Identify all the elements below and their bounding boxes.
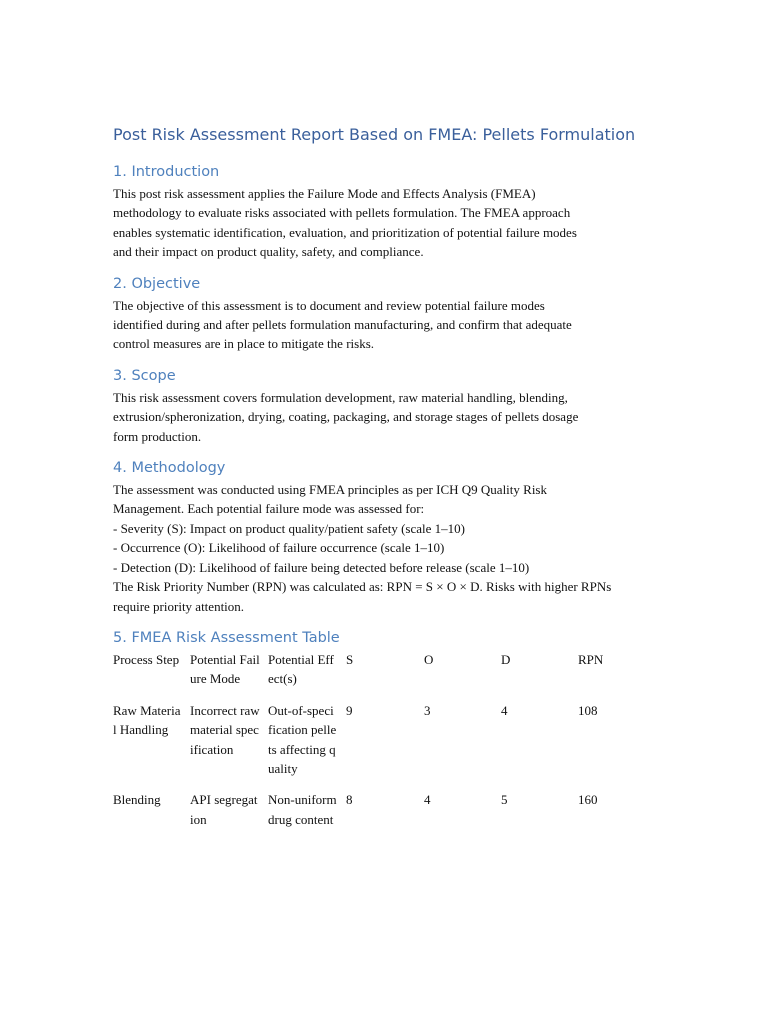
table-row (113, 701, 658, 791)
header-rpn: RPN (578, 651, 604, 667)
cell-failure-mode: API segregation (190, 792, 258, 827)
header-process-step: Process Step (113, 651, 180, 667)
table-row (113, 790, 658, 841)
fmea-risk-table (113, 650, 658, 841)
paragraph-line: identified during and after pellets formulation manufacturing, and confirm that adequate (113, 317, 572, 333)
header-effects: Potential Effect(s) (268, 651, 334, 687)
paragraph-line: The objective of this assessment is to document and review potential failure modes (113, 297, 545, 313)
paragraph-line: This post risk assessment applies the Failure Mode and Effects Analysis (FMEA) (113, 186, 536, 201)
cell-occurrence: 4 (424, 792, 431, 808)
section-heading: 1. Introduction (113, 164, 220, 180)
cell-effects: Non-uniform drug content (268, 792, 337, 827)
paragraph-line: require priority attention. (113, 598, 245, 614)
section-paragraph (113, 388, 658, 446)
paragraph-line: extrusion/spheronization, drying, coating, packaging, and storage stages of pellets dosage (113, 409, 579, 425)
section-heading: 4. Methodology (113, 460, 226, 477)
cell-severity: 9 (346, 702, 353, 718)
paragraph-line: form production. (113, 428, 202, 444)
cell-severity: 8 (346, 792, 353, 808)
fmea-table-heading: 5. FMEA Risk Assessment Table (113, 629, 340, 646)
cell-rpn: 108 (578, 702, 598, 718)
paragraph-line: This risk assessment covers formulation development, raw material handling, blending, (113, 389, 568, 405)
cell-rpn: 160 (578, 792, 598, 808)
cell-failure-mode: Incorrect raw material specification (190, 702, 260, 757)
header-severity: S (346, 651, 354, 667)
paragraph-line: The Risk Priority Number (RPN) was calculated as: RPN = S × O × D. Risks with higher RPNs (113, 579, 612, 595)
section-paragraph (113, 480, 658, 616)
report-sections (113, 163, 658, 616)
paragraph-line: Management. Each potential failure mode was assessed for: (113, 501, 425, 517)
paragraph-line: control measures are in place to mitigate the risks. (113, 336, 374, 352)
paragraph-line: - Occurrence (O): Likelihood of failure occurrence (scale 1–10) (113, 540, 445, 556)
section-heading: 3. Scope (113, 367, 176, 384)
table-header-row (113, 650, 658, 701)
cell-effects: Out-of-specification pellets affecting quality (268, 702, 337, 776)
cell-process-step: Blending (113, 792, 161, 808)
cell-process-step: Raw Material Handling (113, 702, 181, 738)
paragraph-line: methodology to evaluate risks associated with pellets formulation. The FMEA approach (113, 205, 571, 221)
paragraph-line: - Detection (D): Likelihood of failure being detected before release (scale 1–10) (113, 559, 530, 575)
cell-detection: 5 (501, 792, 508, 808)
header-detection: D (501, 651, 511, 667)
paragraph-line: and their impact on product quality, safety, and compliance. (113, 244, 424, 260)
paragraph-line: The assessment was conducted using FMEA principles as per ICH Q9 Quality Risk (113, 482, 547, 498)
document-page (113, 124, 658, 841)
header-failure-mode: Potential Failure Mode (190, 651, 260, 687)
section-heading: 2. Objective (113, 275, 201, 292)
document-title: Post Risk Assessment Report Based on FMEA: Pellets Formulation (113, 125, 636, 144)
section-paragraph (113, 296, 658, 354)
cell-occurrence: 3 (424, 702, 431, 718)
paragraph-line: - Severity (S): Impact on product quality/patient safety (scale 1–10) (113, 520, 465, 536)
paragraph-line: enables systematic identification, evaluation, and prioritization of potential failure modes (113, 224, 577, 240)
cell-detection: 4 (501, 702, 508, 718)
section-paragraph (113, 184, 658, 262)
header-occurrence: O (424, 651, 434, 667)
